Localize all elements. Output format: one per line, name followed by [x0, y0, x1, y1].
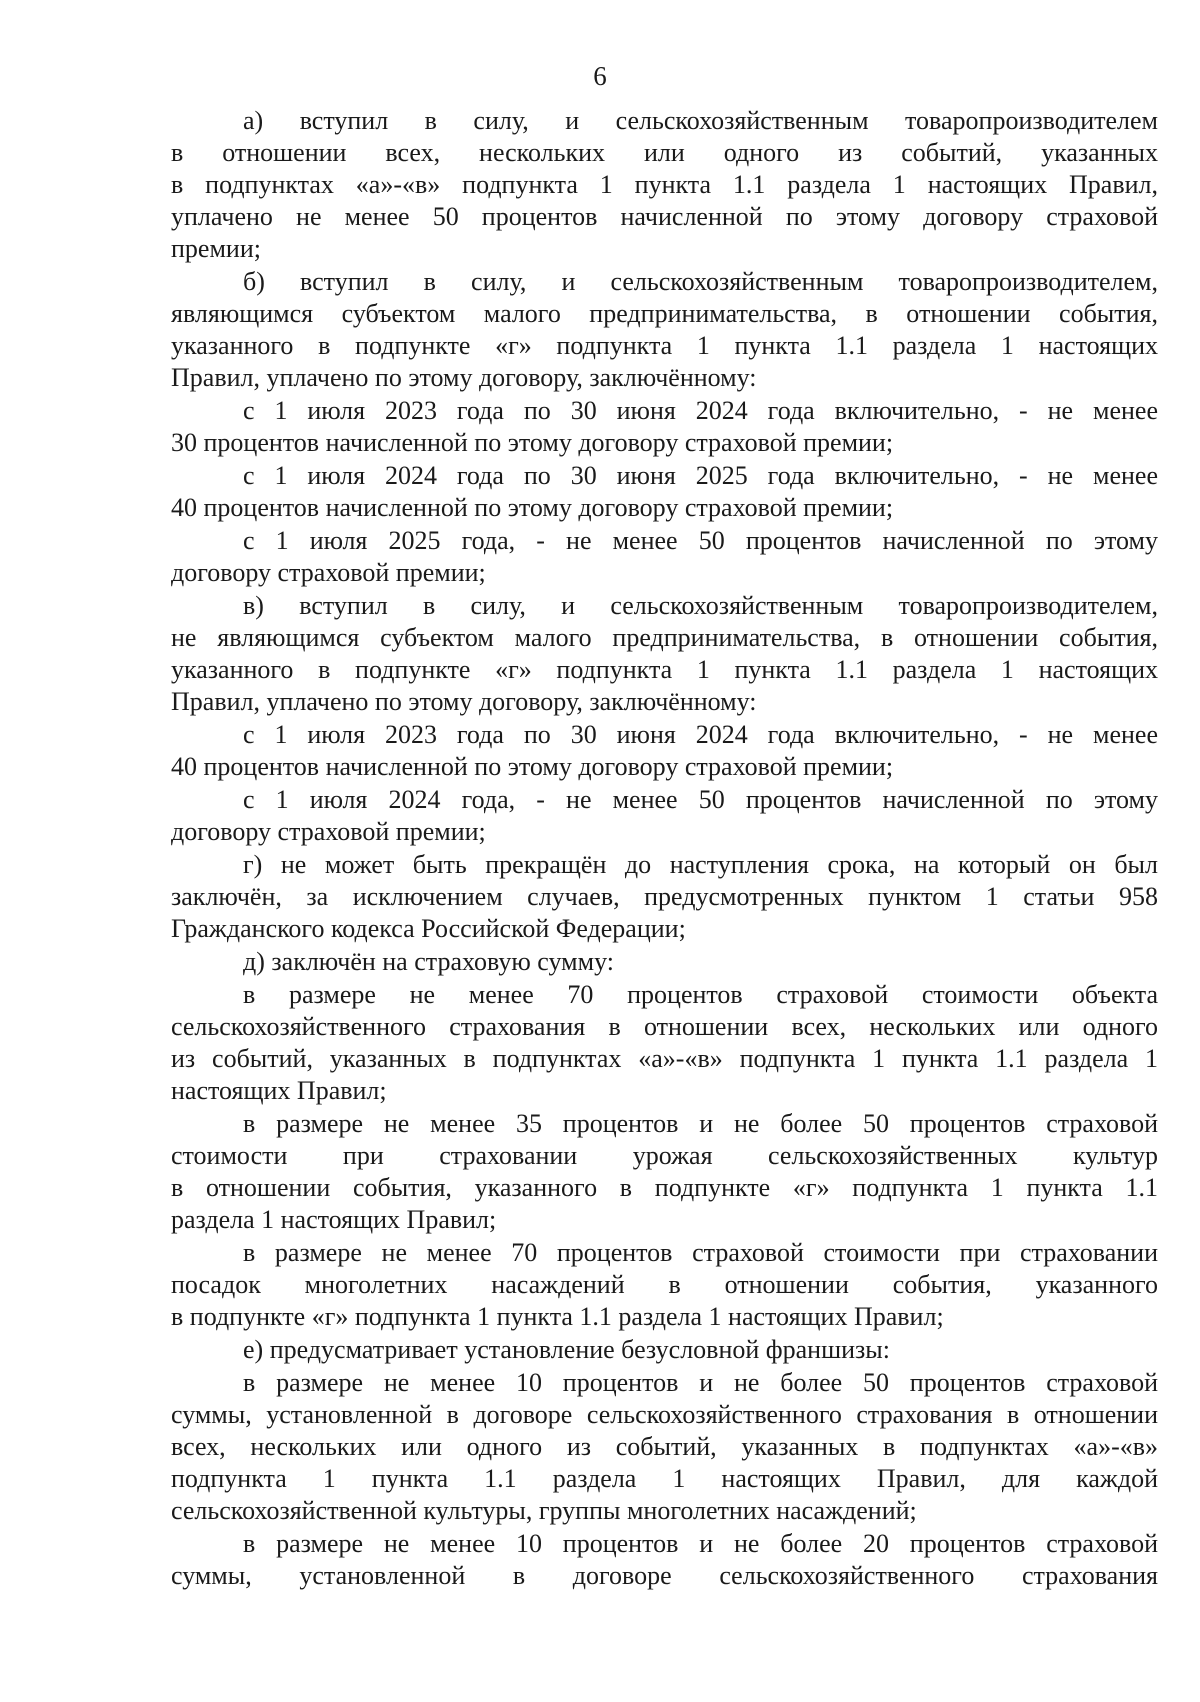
text-line: Правил, уплачено по этому договору, заключённому: — [171, 687, 757, 716]
text-line: подпункта 1 пункта 1.1 раздела 1 настоящих Правил, для каждой — [171, 1464, 1158, 1493]
paragraph — [171, 1108, 1158, 1236]
text-line: в подпункте «г» подпункта 1 пункта 1.1 раздела 1 настоящих Правил; — [171, 1302, 944, 1331]
paragraph — [171, 105, 1158, 265]
text-line: в размере не менее 10 процентов и не более 20 процентов страховой — [243, 1529, 1158, 1558]
paragraph — [171, 266, 1158, 394]
page-number: 6 — [593, 61, 607, 91]
text-line: суммы, установленной в договоре сельскохозяйственного страхования в отношении — [171, 1400, 1158, 1429]
text-line: 30 процентов начисленной по этому договору страховой премии; — [171, 428, 894, 457]
text-line: в размере не менее 70 процентов страховой стоимости при страховании — [243, 1238, 1158, 1267]
paragraph — [171, 460, 1158, 524]
text-line: в подпунктах «а»-«в» подпункта 1 пункта 1.1 раздела 1 настоящих Правил, — [171, 170, 1158, 199]
paragraph — [171, 979, 1158, 1107]
text-line: уплачено не менее 50 процентов начисленной по этому договору страховой — [171, 202, 1158, 231]
text-line: с 1 июля 2025 года, - не менее 50 процентов начисленной по этому — [243, 526, 1158, 555]
text-line: в отношении события, указанного в подпункте «г» подпункта 1 пункта 1.1 — [171, 1173, 1158, 1202]
text-line: из событий, указанных в подпунктах «а»-«в» подпункта 1 пункта 1.1 раздела 1 — [171, 1044, 1158, 1073]
paragraph — [171, 784, 1158, 848]
text-line: указанного в подпункте «г» подпункта 1 пункта 1.1 раздела 1 настоящих — [171, 655, 1158, 684]
text-line: 40 процентов начисленной по этому договору страховой премии; — [171, 752, 894, 781]
text-line: раздела 1 настоящих Правил; — [171, 1205, 497, 1234]
text-line: стоимости при страховании урожая сельскохозяйственных культур — [171, 1141, 1158, 1170]
text-line: г) не может быть прекращён до наступления срока, на который он был — [243, 850, 1158, 879]
paragraph — [171, 1334, 1158, 1366]
text-line: сельскохозяйственной культуры, группы многолетних насаждений; — [171, 1496, 917, 1525]
text-line: Правил, уплачено по этому договору, заключённому: — [171, 363, 757, 392]
paragraph — [171, 1528, 1158, 1592]
text-line: не являющимся субъектом малого предпринимательства, в отношении события, — [171, 623, 1158, 652]
text-line: в размере не менее 10 процентов и не более 50 процентов страховой — [243, 1368, 1158, 1397]
text-line: являющимся субъектом малого предпринимательства, в отношении события, — [171, 299, 1158, 328]
text-line: 40 процентов начисленной по этому договору страховой премии; — [171, 493, 894, 522]
text-line: е) предусматривает установление безусловной франшизы: — [243, 1335, 890, 1364]
text-line: всех, нескольких или одного из событий, указанных в подпунктах «а»-«в» — [171, 1432, 1158, 1461]
text-line: указанного в подпункте «г» подпункта 1 пункта 1.1 раздела 1 настоящих — [171, 331, 1158, 360]
text-line: суммы, установленной в договоре сельскохозяйственного страхования — [171, 1561, 1158, 1590]
document-body — [171, 105, 1158, 1593]
text-line: настоящих Правил; — [171, 1076, 387, 1105]
text-line: а) вступил в силу, и сельскохозяйственным товаропроизводителем — [243, 106, 1158, 135]
text-line: д) заключён на страховую сумму: — [243, 947, 614, 976]
text-line: Гражданского кодекса Российской Федерации; — [171, 914, 686, 943]
paragraph — [171, 525, 1158, 589]
text-line: посадок многолетних насаждений в отношении события, указанного — [171, 1270, 1158, 1299]
paragraph — [171, 1367, 1158, 1527]
text-line: в отношении всех, нескольких или одного из событий, указанных — [171, 138, 1158, 167]
text-line: с 1 июля 2024 года по 30 июня 2025 года включительно, - не менее — [243, 461, 1158, 490]
paragraph — [171, 395, 1158, 459]
text-line: договору страховой премии; — [171, 817, 486, 846]
text-line: с 1 июля 2024 года, - не менее 50 процентов начисленной по этому — [243, 785, 1158, 814]
paragraph — [171, 719, 1158, 783]
paragraph — [171, 849, 1158, 945]
text-line: в размере не менее 70 процентов страховой стоимости объекта — [243, 980, 1158, 1009]
text-line: премии; — [171, 234, 261, 263]
text-line: заключён, за исключением случаев, предусмотренных пунктом 1 статьи 958 — [171, 882, 1158, 911]
paragraph — [171, 946, 1158, 978]
paragraph — [171, 1237, 1158, 1333]
text-line: с 1 июля 2023 года по 30 июня 2024 года включительно, - не менее — [243, 396, 1158, 425]
text-line: сельскохозяйственного страхования в отношении всех, нескольких или одного — [171, 1012, 1158, 1041]
text-line: б) вступил в силу, и сельскохозяйственным товаропроизводителем, — [243, 267, 1158, 296]
text-line: договору страховой премии; — [171, 558, 486, 587]
text-line: в) вступил в силу, и сельскохозяйственным товаропроизводителем, — [243, 591, 1158, 620]
text-line: с 1 июля 2023 года по 30 июня 2024 года включительно, - не менее — [243, 720, 1158, 749]
paragraph — [171, 590, 1158, 718]
text-line: в размере не менее 35 процентов и не более 50 процентов страховой — [243, 1109, 1158, 1138]
